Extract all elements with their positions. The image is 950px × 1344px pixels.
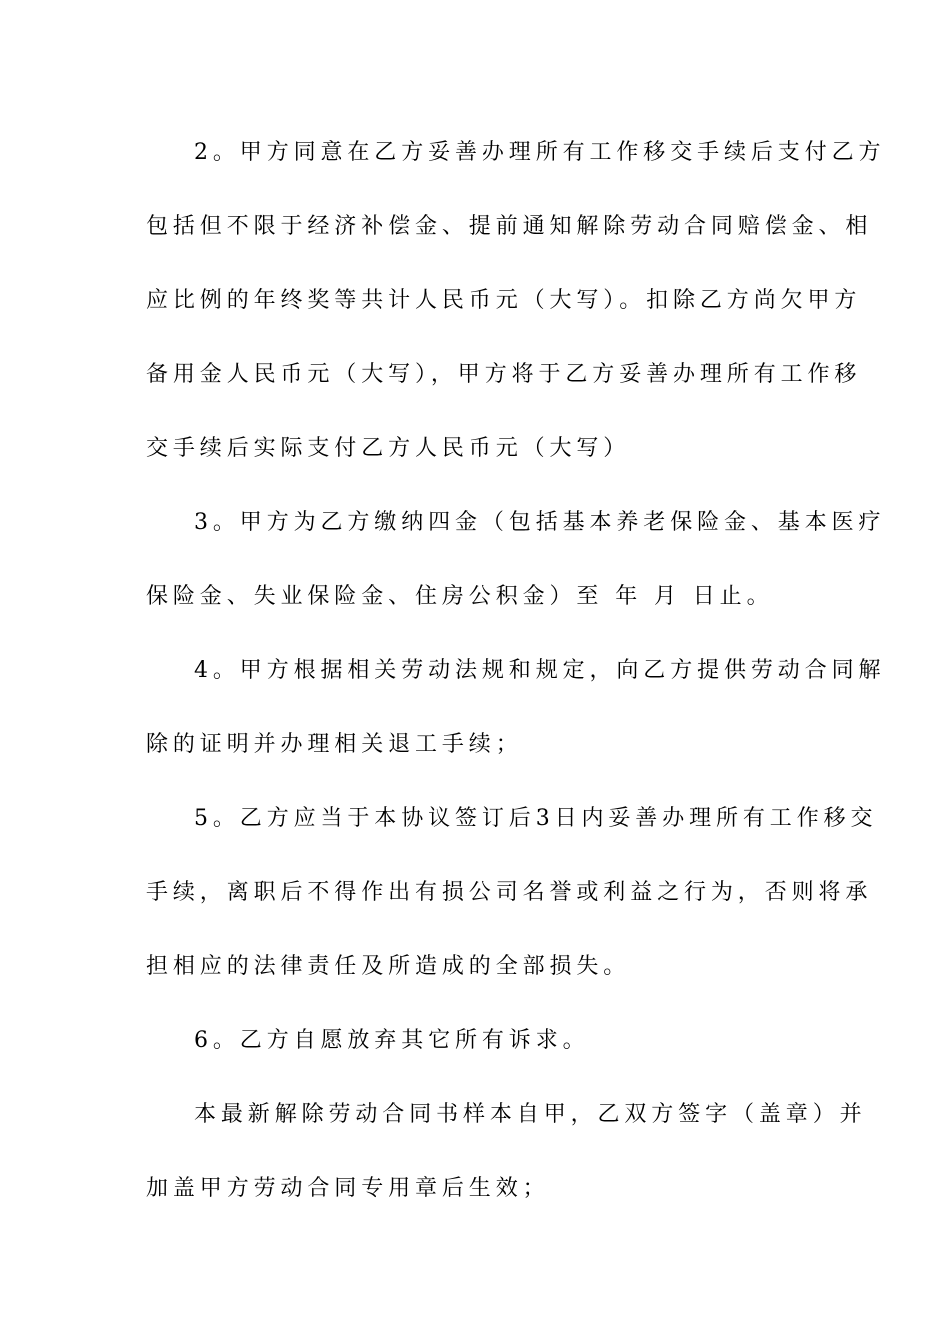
text-line: 加盖甲方劳动合同专用章后生效；: [146, 1176, 550, 1201]
text-line: 手续，离职后不得作出有损公司名誉或利益之行为，否则将承: [146, 880, 873, 905]
text-line: 担相应的法律责任及所造成的全部损失。: [146, 954, 631, 979]
text-line: 除的证明并办理相关退工手续；: [146, 732, 523, 757]
text-line: 包括但不限于经济补偿金、提前通知解除劳动合同赔偿金、相: [146, 214, 873, 239]
text-line: 5。乙方应当于本协议签订后3日内妥善办理所有工作移交: [194, 806, 878, 831]
text-line: 本最新解除劳动合同书样本自甲，乙双方签字（盖章）并: [194, 1102, 867, 1127]
text-line: 应比例的年终奖等共计人民币元（大写）。扣除乙方尚欠甲方: [146, 288, 862, 313]
text-line: 交手续后实际支付乙方人民币元（大写）: [146, 436, 631, 461]
text-line: 6。乙方自愿放弃其它所有诉求。: [194, 1028, 590, 1053]
text-line: 2。甲方同意在乙方妥善办理所有工作移交手续后支付乙方: [194, 140, 886, 165]
text-line: 备用金人民币元（大写），甲方将于乙方妥善办理所有工作移: [146, 362, 862, 387]
text-line: 保险金、失业保险金、住房公积金）至 年 月 日止。: [146, 584, 774, 609]
text-line: 4。甲方根据相关劳动法规和规定，向乙方提供劳动合同解: [194, 658, 886, 683]
text-line: 3。甲方为乙方缴纳四金（包括基本养老保险金、基本医疗: [194, 510, 886, 535]
document-body: [146, 128, 886, 1238]
